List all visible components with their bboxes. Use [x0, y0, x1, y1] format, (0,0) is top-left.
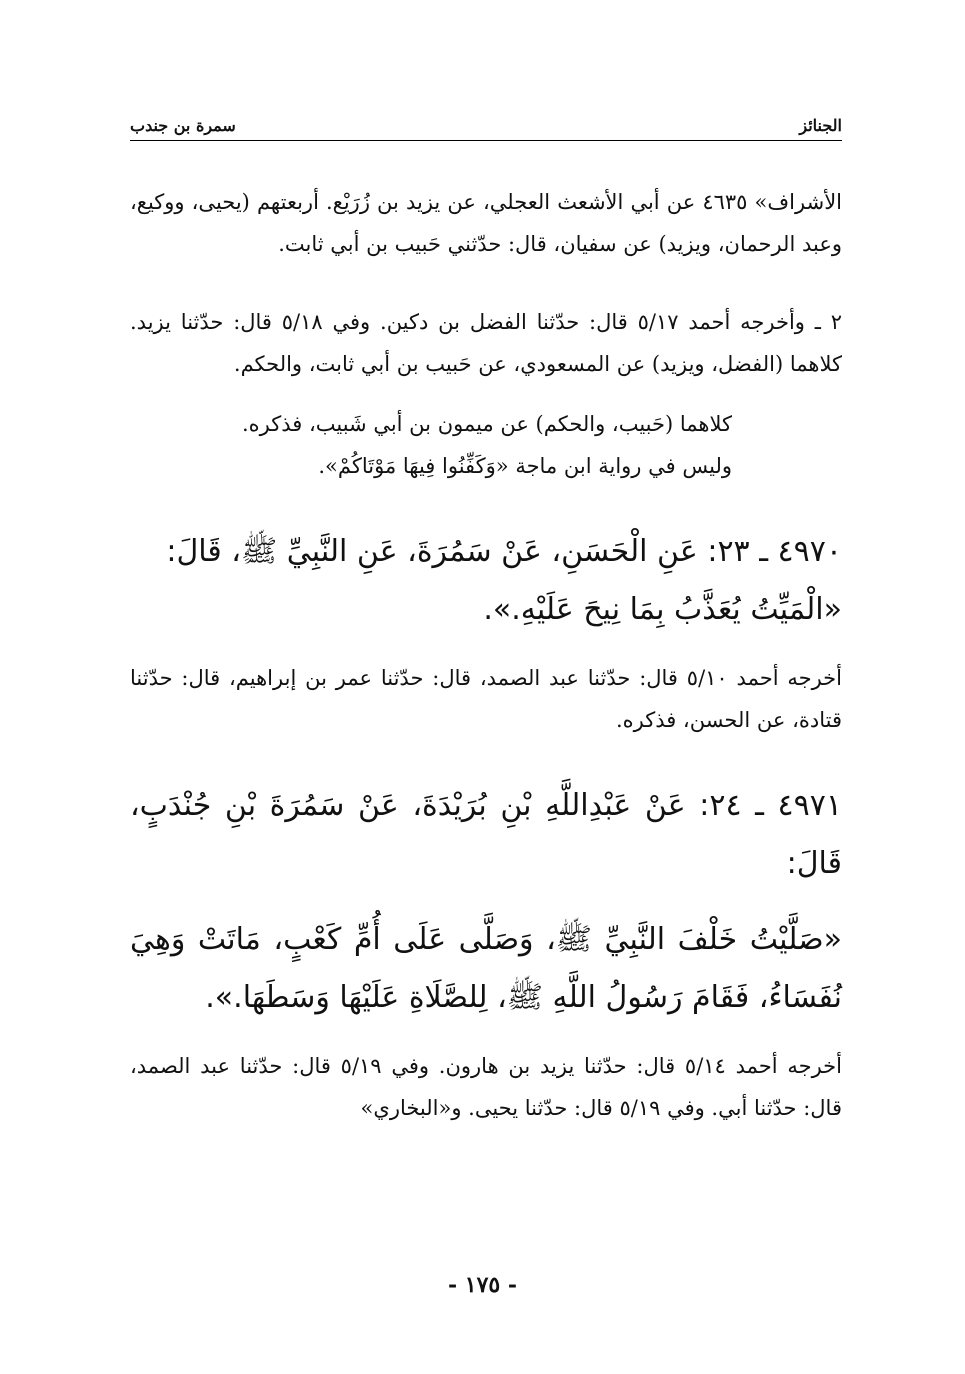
takhrij-note-2: ٢ ـ وأخرجه أحمد ٥/١٧ قال: حدّثنا الفضل بن دكين. وفي ٥/١٨ قال: حدّثنا يزيد. كلاهما (الفضل، ويزيد) عن المسعودي، عن حَبيب بن أبي ثابت، والحكم.	[130, 310, 842, 376]
takhrij-note-1: الأشراف» ٤٦٣٥ عن أبي الأشعث العجلي، عن يزيد بن زُرَيْع. أربعتهم (يحيى، ووكيع، وعبد الرحمان، ويزيد) عن سفيان، قال: حدّثني حَبيب بن أبي ثابت.	[130, 190, 843, 256]
page-number: - ١٧٥ -	[447, 1272, 518, 1298]
takhrij-note-4: وليس في رواية ابن ماجة «وَكَفِّنُوا فِيهَا مَوْتَاكُمْ».	[318, 454, 732, 478]
hadith-4971-text: «صَلَّيْتُ خَلْفَ النَّبِيِّ ﷺ، وَصَلَّى عَلَى أُمِّ كَعْبٍ، مَاتَتْ وَهِيَ نُفَسَاءُ، فَقَامَ رَسُولُ اللَّهِ ﷺ، لِلصَّلَاةِ عَلَيْهَا وَسَطَهَا.».	[130, 922, 842, 1015]
takhrij-note-5: أخرجه أحمد ٥/١٠ قال: حدّثنا عبد الصمد، قال: حدّثنا عمر بن إبراهيم، قال: حدّثنا قتادة، عن الحسن، فذكره.	[130, 666, 842, 732]
hadith-4970-intro: ٤٩٧٠ ـ ٢٣: عَنِ الْحَسَنِ، عَنْ سَمُرَةَ، عَنِ النَّبِيِّ ﷺ، قَالَ:	[166, 534, 842, 569]
takhrij-note-6: أخرجه أحمد ٥/١٤ قال: حدّثنا يزيد بن هارون. وفي ٥/١٩ قال: حدّثنا عبد الصمد، قال: حدّثنا أبي. وفي ٥/١٩ قال: حدّثنا يحيى. و«البخاري»	[130, 1054, 842, 1120]
chapter-title: الجنائز	[793, 116, 842, 135]
section-title: سمرة بن جندب	[130, 116, 242, 135]
takhrij-note-3: كلاهما (حَبيب، والحكم) عن ميمون بن أبي شَبيب، فذكره.	[241, 412, 732, 436]
running-header	[130, 110, 842, 141]
hadith-4971-intro: ٤٩٧١ ـ ٢٤: عَنْ عَبْدِاللَّهِ بْنِ بُرَيْدَةَ، عَنْ سَمُرَةَ بْنِ جُنْدَبٍ، قَالَ:	[130, 788, 842, 881]
document-page	[130, 110, 842, 1129]
hadith-4970-text: «الْمَيِّتُ يُعَذَّبُ بِمَا نِيحَ عَلَيْهِ.».	[483, 592, 842, 627]
